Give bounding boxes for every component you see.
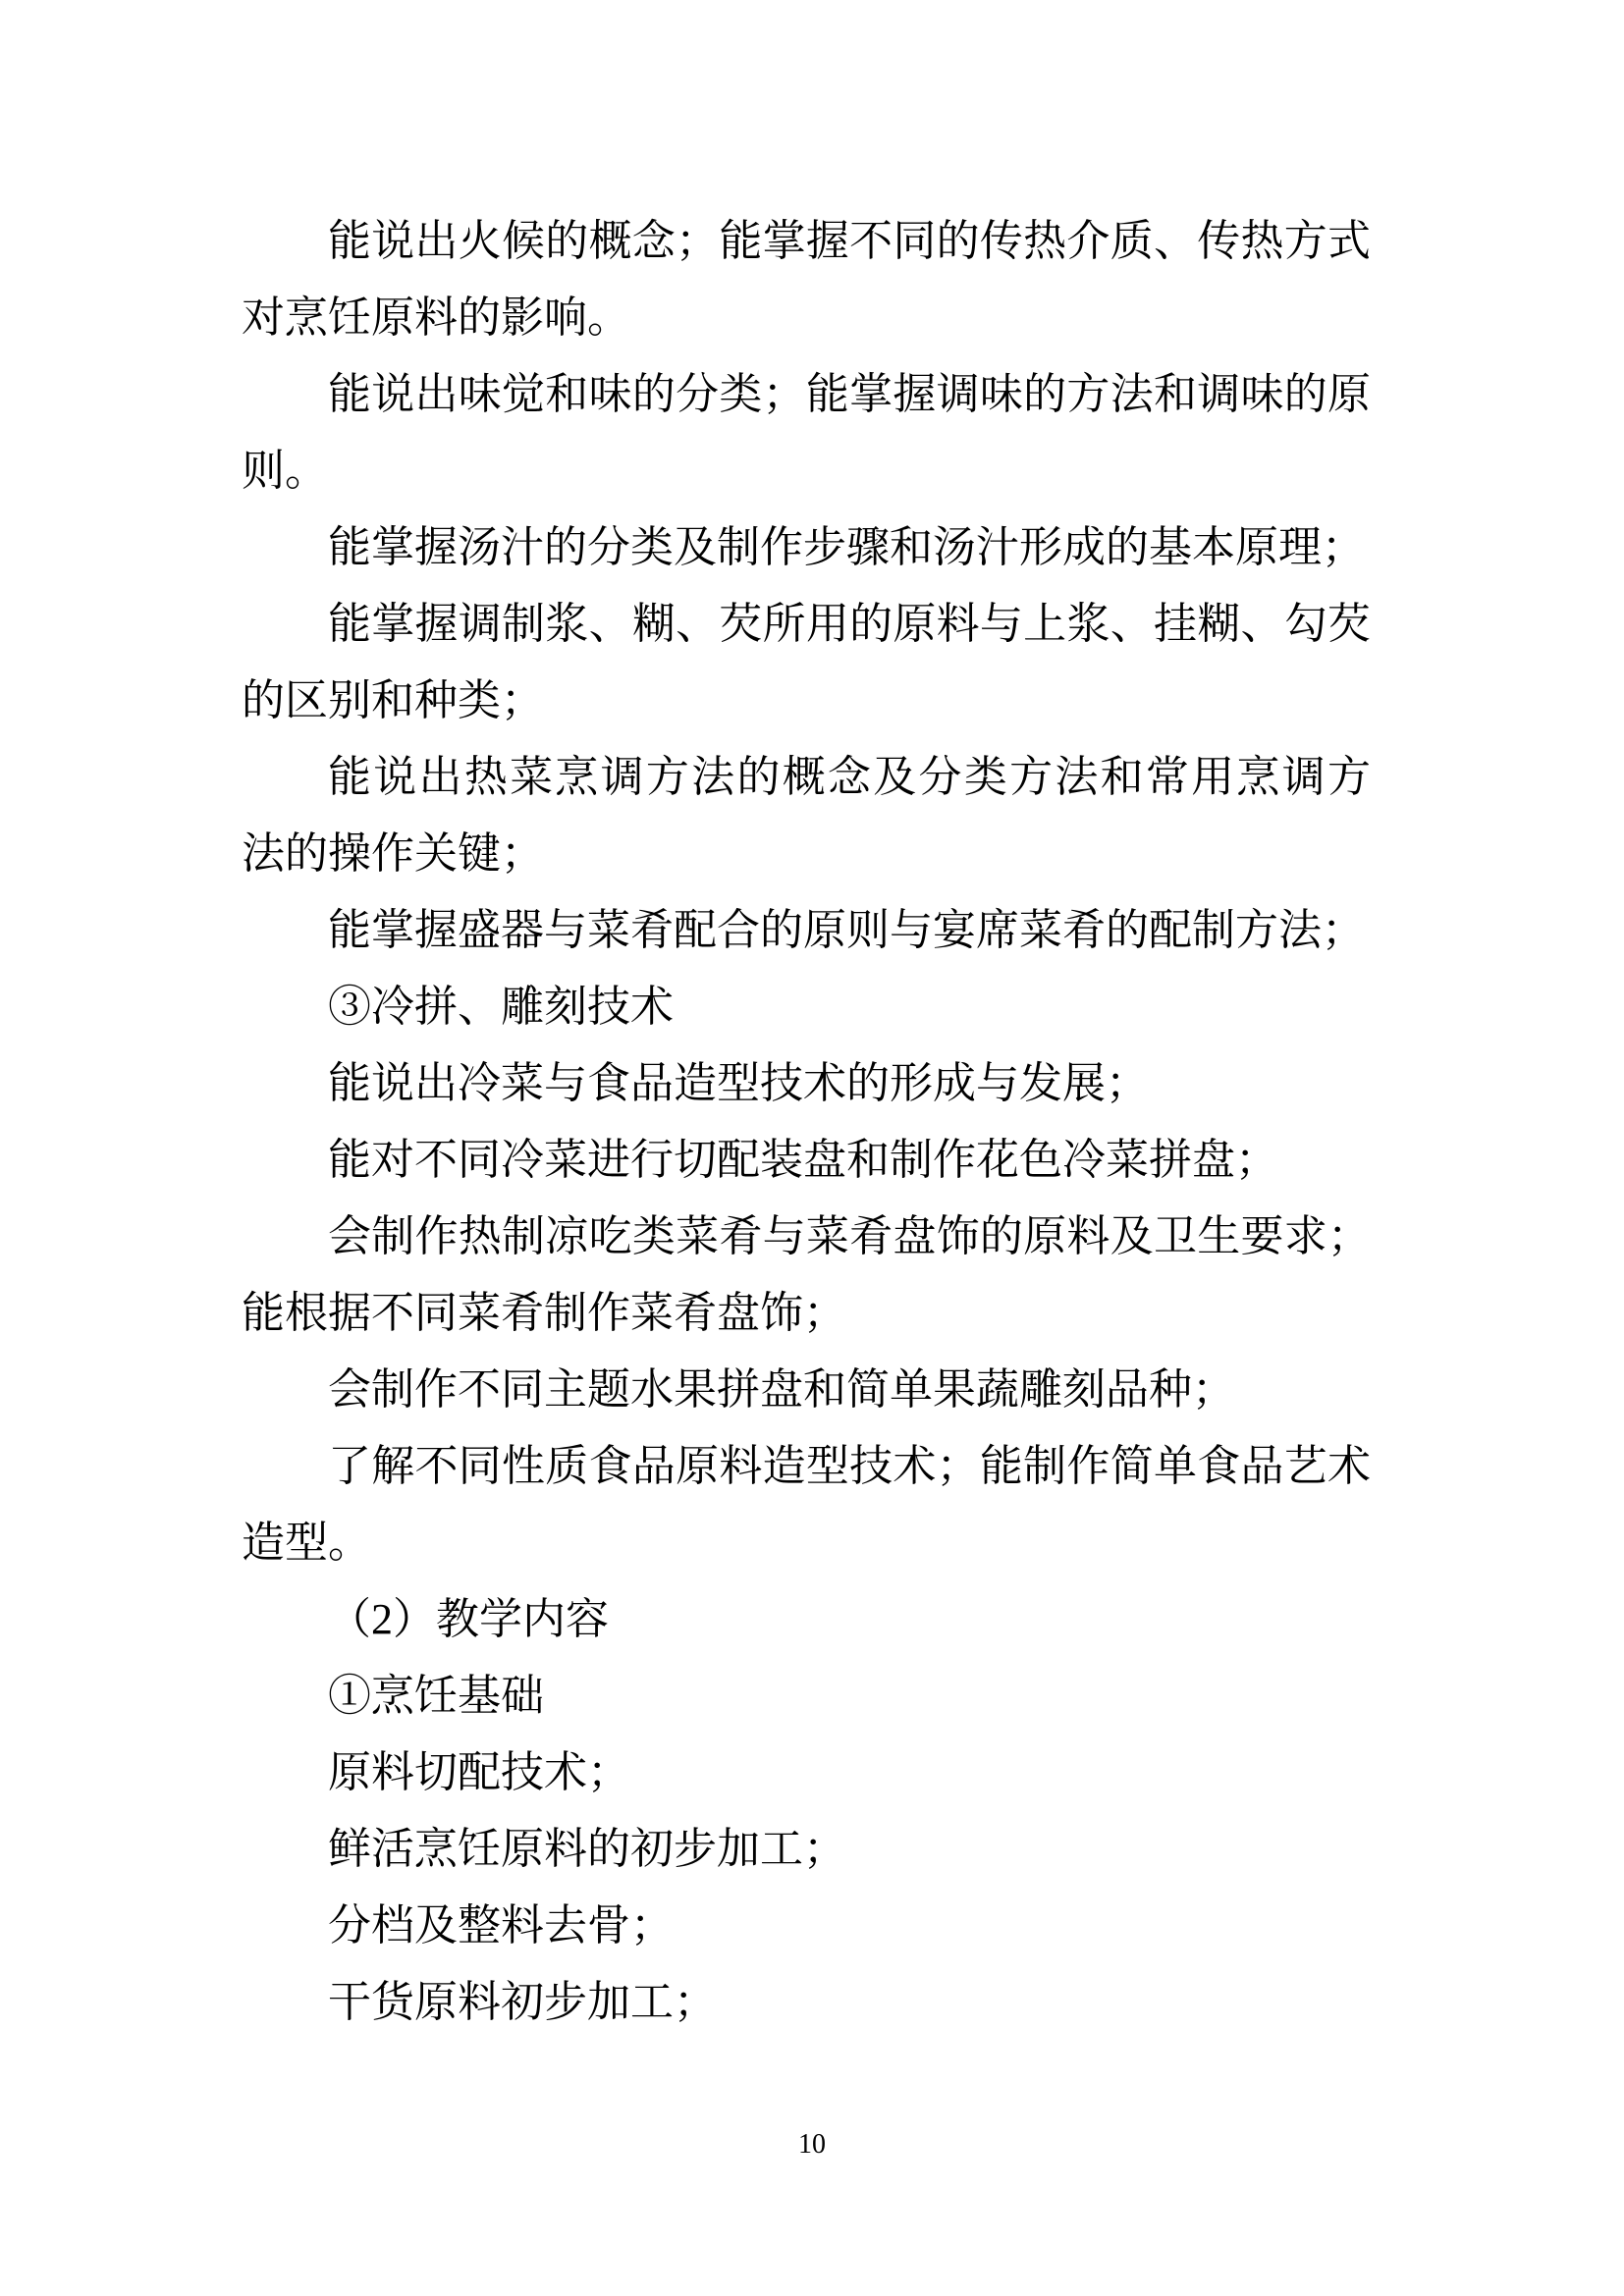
text-line: 则。	[242, 447, 328, 495]
text-line: 能说出火候的概念；能掌握不同的传热介质、传热方式	[328, 217, 1371, 265]
text-line: 了解不同性质食品原料造型技术；能制作简单食品艺术	[328, 1442, 1371, 1490]
text-line: 能掌握调制浆、糊、芡所用的原料与上浆、挂糊、勾芡	[328, 600, 1371, 648]
text-line: 干货原料初步加工；	[328, 1978, 717, 2026]
document-body	[242, 203, 1371, 2041]
text-line: ③冷拼、雕刻技术	[328, 983, 674, 1031]
text-line: 的区别和种类；	[242, 676, 544, 724]
text-line: 能掌握盛器与菜肴配合的原则与宴席菜肴的配制方法；	[328, 906, 1365, 954]
page-number: 10	[798, 2129, 826, 2160]
text-line: 能掌握汤汁的分类及制作步骤和汤汁形成的基本原理；	[328, 523, 1365, 571]
text-line: 鲜活烹饪原料的初步加工；	[328, 1825, 846, 1873]
text-line: 能对不同冷菜进行切配装盘和制作花色冷菜拼盘；	[328, 1136, 1278, 1184]
text-line: 原料切配技术；	[328, 1748, 630, 1796]
text-line: （2）教学内容	[328, 1595, 609, 1643]
text-line: 会制作热制凉吃类菜肴与菜肴盘饰的原料及卫生要求；	[328, 1212, 1371, 1260]
text-line: 能说出冷菜与食品造型技术的形成与发展；	[328, 1059, 1149, 1107]
text-line: 法的操作关键；	[242, 829, 544, 878]
text-line: 造型。	[242, 1519, 371, 1567]
text-line: 会制作不同主题水果拼盘和简单果蔬雕刻品种；	[328, 1365, 1235, 1414]
text-line: 能说出味觉和味的分类；能掌握调味的方法和调味的原	[328, 370, 1371, 418]
text-line: ①烹饪基础	[328, 1672, 544, 1720]
text-line: 能说出热菜烹调方法的概念及分类方法和常用烹调方	[328, 753, 1371, 801]
text-line: 对烹饪原料的影响。	[242, 294, 630, 342]
text-line: 分档及整料去骨；	[328, 1901, 674, 1949]
text-line: 能根据不同菜肴制作菜肴盘饰；	[242, 1289, 846, 1337]
